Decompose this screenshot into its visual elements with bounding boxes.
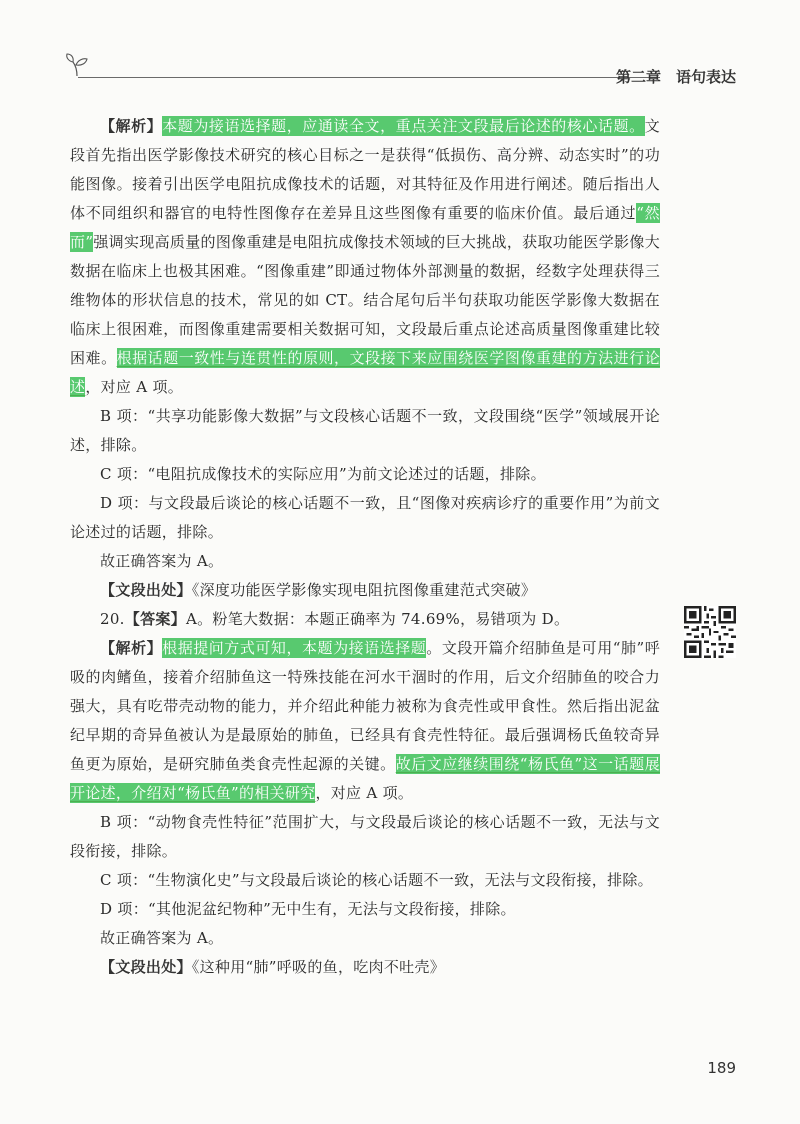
answer-tag: 【答案】 — [124, 610, 186, 628]
body-text: 强调实现高质量的图像重建是电阻抗成像技术领域的巨大挑战，获取功能医学影像大数据在临床上也极其困难。“图像重建”即通过物体外部测量的数据，经数字处理获得三维物体的形状信息的技术，常见的如 CT。结合尾句后半句获取功能医学影像大数据在临床上很困难，而图像重建需要相关数据可知，文段最后重点论述高质量图像重建比较困难。 — [70, 233, 660, 367]
source-title: 《深度功能医学影像实现电阻抗图像重建范式突破》 — [191, 581, 537, 599]
source-tag: 【文段出处】 — [100, 958, 192, 976]
source-line — [70, 953, 660, 982]
body-text: 。文段开篇介绍肺鱼是可用“肺”呼吸的肉鳍鱼，接着介绍肺鱼这一特殊技能在河水干涸时的作用，后文介绍肺鱼的咬合力强大，具有吃带壳动物的能力，并介绍此种能力被称为食壳性或甲食性。然后指出泥盆纪早期的奇异鱼被认为是最原始的肺鱼，已经具有食壳性特征。最后强调杨氏鱼较奇异鱼更为原始，是研究肺鱼类食壳性起源的关键。 — [70, 639, 660, 773]
highlight-text: 根据话题一致性与连贯性的原则，文段接下来应围绕医学图像重建的方法进行论述 — [70, 349, 660, 396]
analysis-paragraph-20 — [70, 634, 660, 808]
question-number: 20. — [100, 610, 125, 628]
page-number: 189 — [707, 1059, 736, 1077]
header-rule — [78, 77, 660, 78]
body-text: 文段首先指出医学影像技术研究的核心目标之一是获得“低损伤、高分辨、动态实时”的功能图像。接着引出医学电阻抗成像技术的话题，对其特征及作用进行阐述。随后指出人体不同组织和器官的电特性图像存在差异且这些图像有重要的临床价值。最后通过 — [70, 117, 660, 222]
option-c-paragraph: C 项：“生物演化史”与文段最后谈论的核心话题不一致，无法与文段衔接，排除。 — [100, 871, 653, 889]
source-line — [70, 576, 660, 605]
chapter-title: 第二章 语句表达 — [615, 68, 736, 86]
option-d-paragraph: D 项：“其他泥盆纪物种”无中生有，无法与文段衔接，排除。 — [100, 900, 516, 918]
option-b-paragraph: B 项：“共享功能影像大数据”与文段核心话题不一致，文段围绕“医学”领域展开论述，排除。 — [70, 407, 660, 454]
highlight-text: 本题为接语选择题，应通读全文，重点关注文段最后论述的核心话题。 — [162, 117, 645, 135]
body-text: ，对应 A 项。 — [85, 378, 184, 396]
highlight-text: 故后文应继续围绕“杨氏鱼”这一话题展开论述，介绍对“杨氏鱼”的相关研究 — [70, 755, 660, 802]
answer-text: A。粉笔大数据：本题正确率为 74.69%，易错项为 D。 — [185, 610, 570, 628]
analysis-paragraph-19 — [70, 112, 660, 402]
source-tag: 【文段出处】 — [100, 581, 192, 599]
option-b-paragraph: B 项：“动物食壳性特征”范围扩大，与文段最后谈论的核心话题不一致，无法与文段衔接，排除。 — [70, 813, 660, 860]
analysis-tag: 【解析】 — [100, 117, 163, 135]
analysis-tag: 【解析】 — [100, 639, 163, 657]
page-content — [70, 112, 660, 982]
source-title: 《这种用“肺”呼吸的鱼，吃肉不吐壳》 — [191, 958, 446, 976]
highlight-text: “然而” — [70, 204, 660, 251]
highlight-text: 根据提问方式可知，本题为接语选择题 — [162, 639, 427, 657]
option-d-paragraph: D 项：与文段最后谈论的核心话题不一致，且“图像对疾病诊疗的重要作用”为前文论述过的话题，排除。 — [70, 494, 660, 541]
sprout-icon — [64, 52, 90, 78]
page-header — [64, 52, 736, 92]
option-c-paragraph: C 项：“电阻抗成像技术的实际应用”为前文论述过的话题，排除。 — [100, 465, 546, 483]
qr-code-icon[interactable] — [684, 606, 736, 658]
body-text: ，对应 A 项。 — [315, 784, 414, 802]
question-20-answer — [70, 605, 660, 634]
answer-line: 故正确答案为 A。 — [100, 929, 224, 947]
answer-line: 故正确答案为 A。 — [100, 552, 224, 570]
